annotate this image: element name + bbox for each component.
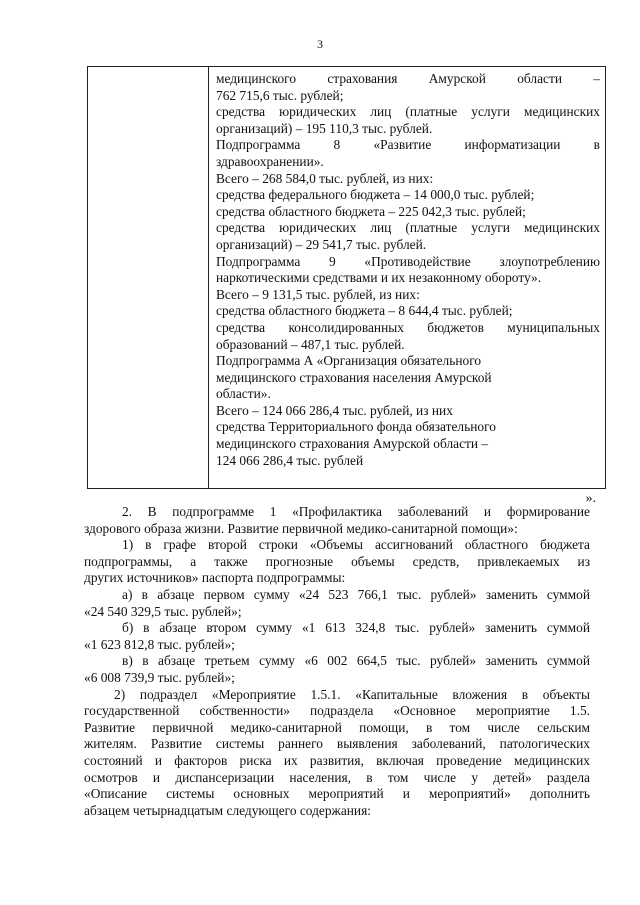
body-line: здорового образа жизни. Развитие первичной медико-санитарной помощи»: [84, 520, 518, 536]
body-line: «Описание системы основных мероприятий и мероприятий» дополнить [84, 786, 590, 802]
body-line: б) в абзаце втором сумму «1 613 324,8 тыс. рублей» заменить суммой [122, 620, 590, 636]
table-line: медицинского страхования Амурской области – [216, 436, 489, 452]
table-text-cell [216, 71, 600, 469]
body-line: «1 623 812,8 тыс. рублей»; [84, 636, 235, 652]
table-line: медицинского страхования Амурской области – [216, 71, 600, 86]
table-line: образований – 487,1 тыс. рублей. [216, 336, 405, 352]
table-line: медицинского страхования населения Амурской [216, 369, 492, 385]
page-number: 3 [317, 37, 323, 51]
body-line: 2. В подпрограмме 1 «Профилактика заболеваний и формирование [122, 504, 590, 519]
table-line: 762 715,6 тыс. рублей; [216, 87, 344, 103]
body-line: состояний и факторов риска их развития, включая проведение медицинских [84, 752, 590, 768]
table-line: Всего – 9 131,5 тыс. рублей, из них: [216, 286, 420, 302]
body-line: в) в абзаце третьем сумму «6 002 664,5 тыс. рублей» заменить суммой [122, 653, 590, 669]
table-line: области». [216, 386, 271, 402]
body-line: государственной собственности» подраздела «Основное мероприятие 1.5. [84, 703, 590, 719]
table-column-divider [208, 67, 209, 488]
table-line: 124 066 286,4 тыс. рублей [216, 452, 364, 468]
body-line: осмотров и диспансеризации населения, в том числе у детей» раздела [84, 769, 590, 785]
table-line: организаций) – 195 110,3 тыс. рублей. [216, 120, 433, 136]
body-line: «24 540 329,5 тыс. рублей»; [84, 603, 242, 619]
body-line: 2) подраздел «Мероприятие 1.5.1. «Капитальные вложения в объекты [114, 686, 590, 702]
table-line: средства федерального бюджета – 14 000,0 тыс. рублей; [216, 187, 535, 203]
body-line: абзацем четырнадцатым следующего содержания: [84, 802, 371, 818]
table-line: средства консолидированных бюджетов муниципальных [216, 319, 600, 335]
body-line: жителям. Развитие системы раннего выявления заболеваний, патологических [84, 736, 590, 752]
body-text [84, 504, 590, 819]
body-line: 1) в графе второй строки «Объемы ассигнований областного бюджета [122, 537, 590, 553]
body-line: подпрограммы, а также прогнозные объемы средств, привлекаемых из [84, 553, 590, 569]
table-line: Подпрограмма А «Организация обязательного [216, 353, 482, 369]
table-line: средства областного бюджета – 225 042,3 тыс. рублей; [216, 203, 526, 219]
table-line: Всего – 124 066 286,4 тыс. рублей, из них [216, 402, 453, 418]
table-line: Всего – 268 584,0 тыс. рублей, из них: [216, 170, 434, 186]
funding-table [87, 66, 606, 489]
table-line: здравоохранении». [216, 153, 324, 169]
table-line: средства областного бюджета – 8 644,4 тыс. рублей; [216, 303, 513, 319]
table-line: наркотическими средствами и их незаконному обороту». [216, 270, 542, 286]
table-line: средства Территориального фонда обязательного [216, 419, 496, 435]
table-line: организаций) – 29 541,7 тыс. рублей. [216, 236, 427, 252]
table-line: средства юридических лиц (платные услуги медицинских [216, 220, 600, 236]
table-line: Подпрограмма 9 «Противодействие злоупотреблению [216, 253, 600, 269]
body-line: а) в абзаце первом сумму «24 523 766,1 тыс. рублей» заменить суммой [122, 586, 590, 602]
body-line: Развитие первичной медико-санитарной помощи, в том числе сельским [84, 719, 590, 735]
body-line: других источников» паспорта подпрограммы: [84, 570, 346, 586]
table-line: Подпрограмма 8 «Развитие информатизации в [216, 137, 600, 153]
body-line: «6 008 739,9 тыс. рублей»; [84, 669, 235, 685]
table-line: средства юридических лиц (платные услуги медицинских [216, 104, 600, 120]
closing-quote: ». [585, 491, 596, 506]
